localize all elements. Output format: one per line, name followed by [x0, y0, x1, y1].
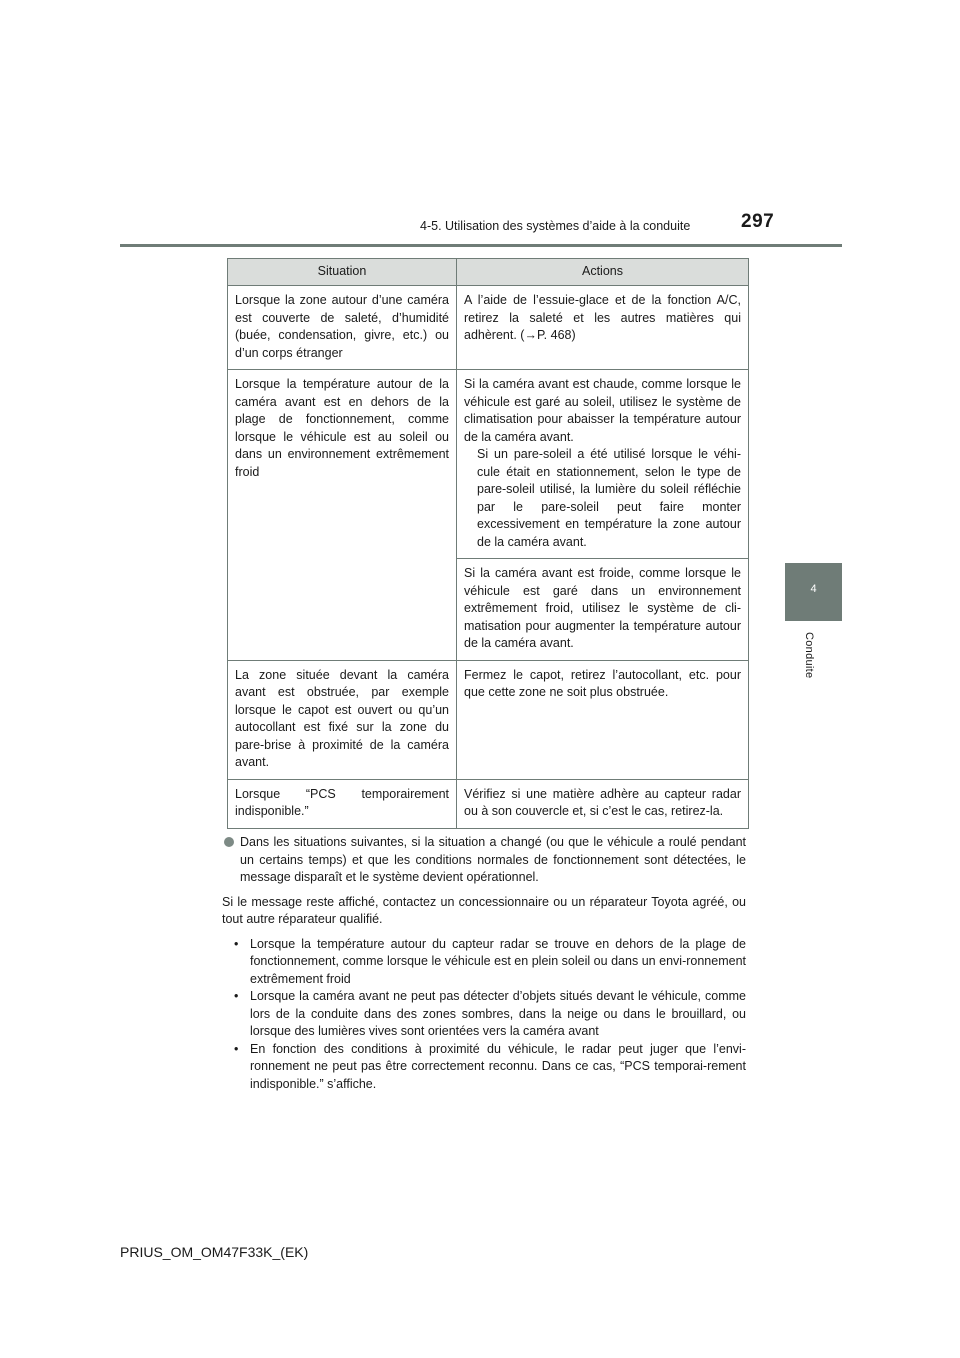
table-row — [228, 779, 749, 828]
list-item — [222, 936, 746, 989]
action-cell — [457, 370, 749, 559]
header-divider — [120, 244, 842, 247]
situation-cell: Lorsque “PCS temporairement indisponible.” — [228, 779, 457, 828]
action-note: Si un pare-soleil a été utilisé lorsque le véhi-cule était en stationnement, selon le type de pare-soleil utilisé, la lumière du soleil réfléchie par le pare-soleil peut faire monter excessivement en température la zone autour de la caméra avant. — [477, 447, 741, 549]
bullet-dot-icon — [224, 837, 234, 847]
action-cell: Fermez le capot, retirez l’autocollant, etc. pour que cette zone ne soit plus obstruée. — [457, 660, 749, 779]
body-content — [222, 834, 746, 1093]
action-cell: Vérifiez si une matière adhère au capteur radar ou à son couvercle et, si c’est le cas, retirez-la. — [457, 779, 749, 828]
table-row — [228, 660, 749, 779]
table-row — [228, 286, 749, 370]
action-cell: Si la caméra avant est froide, comme lorsque le véhicule est garé dans un environnement extrêmement froid, utilisez le système de cli-matisation pour augmenter la température autour de la caméra avant. — [457, 559, 749, 661]
situation-cell: Lorsque la température autour de la caméra avant est en dehors de la plage de fonctionnement, comme lorsque le véhicule est au soleil ou dans un environnement extrêmement froid — [228, 370, 457, 661]
bullet-paragraph — [222, 834, 746, 887]
column-header-actions: Actions — [457, 259, 749, 286]
list-item-text: En fonction des conditions à proximité du véhicule, le radar peut juger que l’envi-ronnement ne peut pas être correctement reconnu. Dans ce cas, “PCS temporai-rement indisponible.” s’affiche. — [250, 1041, 746, 1091]
list-bullet: • — [234, 1041, 239, 1056]
bullet-text: Dans les situations suivantes, si la situation a changé (ou que le véhicule a roulé pendant un certains temps) et que les conditions normales de fonctionnement sont détectées, le message disparaît et le système devient opérationnel. — [240, 835, 746, 884]
list-item-text: Lorsque la température autour du capteur radar se trouve en dehors de la plage de fonctionnement, comme lorsque le véhicule est en plein soleil ou dans un envi-ronnement extrêmement froid — [250, 936, 746, 986]
list-item — [222, 1041, 746, 1094]
situation-cell: La zone située devant la caméra avant est obstruée, par exemple lorsque le capot est ouvert ou qu’un autocollant est fixé sur la zone du pare-brise à proximité de la caméra avant. — [228, 660, 457, 779]
situation-cell: Lorsque la zone autour d’une caméra est couverte de saleté, d’humidité (buée, condensation, givre, etc.) ou d’un corps étranger — [228, 286, 457, 370]
section-title: 4-5. Utilisation des systèmes d’aide à la conduite — [420, 219, 691, 233]
situations-table — [227, 258, 749, 829]
list-item — [222, 988, 746, 1041]
action-text: Si la caméra avant est chaude, comme lorsque le véhicule est garé au soleil, utilisez le système de climatisation pour abaisser la température autour de la caméra avant. — [464, 377, 741, 444]
list-bullet: • — [234, 989, 239, 1003]
condition-list — [222, 936, 746, 1094]
chapter-tab[interactable] — [785, 563, 842, 621]
list-item-text: Lorsque la caméra avant ne peut pas détecter d’objets situés devant le véhicule, comme lors de la conduite dans des zones sombres, dans la neige ou dans le brouillard, ou lorsque des lumières vives sont orientées vers la caméra avant — [250, 989, 746, 1038]
list-bullet: • — [234, 936, 239, 951]
table-row — [228, 370, 749, 559]
page-number: 297 — [741, 211, 775, 232]
body-paragraph: Si le message reste affiché, contactez un concessionnaire ou un réparateur Toyota agréé, ou tout autre réparateur qualifié. — [222, 894, 746, 926]
column-header-situation: Situation — [228, 259, 457, 286]
chapter-label: Conduite — [803, 632, 815, 679]
document-code: PRIUS_OM_OM47F33K_(EK) — [120, 1244, 309, 1260]
chapter-number: 4 — [810, 583, 817, 595]
action-cell: A l’aide de l’essuie-glace et de la fonction A/C, retirez la saleté et les autres matières qui adhèrent. (→P. 468) — [457, 286, 749, 370]
table-header-row — [228, 259, 749, 286]
